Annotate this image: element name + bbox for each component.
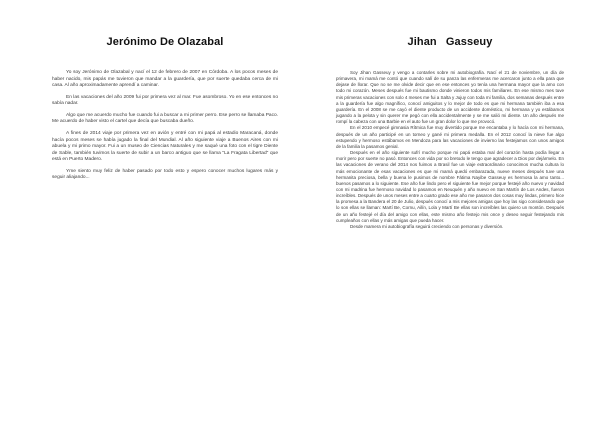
left-paragraph: A fines de 2014 viaje por primera vez en avión y entré con mi papá al estadio Maracaná, donde hacía pocos meses se había jugado la final del Mundial. Al año siguiente viaje a Buenos Aires con mi abuela y mi primo mayor. Fui a un museo de Ciencias Naturales y me saqué una foto con el tigre Diente de Sable, también tuvimos la suerte de subir a un barco antiguo que se llama "La Fragata Libertad" que está en Puerto Madero. (52, 131, 278, 163)
left-paragraph: Algo que me acuerdo mucho fue cuando fui a buscar a mi primer perro. Ese perro se llamaba Paco. Me acuerdo de haber visto el cartel que decía que buscaba dueño. (52, 112, 278, 125)
right-paragraph: Soy Jihan Gasseuy y vengo a contarles sobre mi autobiografía. Nací el 21 de noviembre, un día de primavera, mi mamá me contó que cuando salí de su panza las enfermeras me acercaron junto a ella para que dejase de llorar. Que no se me olvide decir que en ese entonces yo tenía una hermana mayor que la amo con todo mi corazón. Meses después fue mi bautismo donde vinieron todos mis familiares. En ese mismo mes tuve mis primeras vacaciones con solo 4 meses me fui a Salta y Jujuy con toda mi familia, dos semanas después entre a la guardería fue algo magnífico, conocí amiguitos y lo mejor de todo es que mi hermana también iba a esa guardería. En el 2008 se me cayó el diente producto de un accidente doméstico, mi hermana y yo estábamos jugando a la pelota y sin querer me pegó con ella accidentalmente y se me salió mi diente. Un año después me rompí la cabeza con una Barbie en el auto fue un gran dolor lo que me provocó. (336, 70, 564, 125)
left-paragraph: En las vacaciones del año 2009 fui por primera vez al mar. Fue asombroso. Yo en ese entonces no sabía nadar. (52, 94, 278, 107)
left-page-title: Jerónimo De Olazabal (106, 36, 224, 48)
right-page (300, 0, 600, 424)
right-paragraph: Desde mamera mi autobiografía seguirá creciendo con personas y diversión. (350, 223, 504, 229)
right-page-title: Jihan Gasseuy (407, 36, 493, 48)
left-paragraph: Yo soy Jerónimo de Olazabal y nací el 12 de febrero de 2007 en Córdoba. A los pocos meses de haber nacido, mis papás me tuvieron que mandar a la guardería, que por suerte quedaba cerca de mi casa. Al año aproximadamente aprendí a caminar. (52, 70, 278, 88)
right-paragraph: Después en el año siguiente sufrí mucho porque mi papá estaba mal del corazón hasta podía llegar a morir pero por suerte no pasó. Entonces con vida por so bretodo le tengo que agradecer a Dios por dejármelo. En las vacaciones de verano del 2014 nos fuimos a Brasil fue un viaje extraordinario conocimos mucha cultura lo más emocionante de esas vacaciones es que mi mamá quedó embarazada, nueve meses después tuve una hermanita preciosa, bella y buena le pusimos de nombre Fátima Nayibe Gasseuy es hermosa la amo tanto... buenos pasamos a lo siguiente. Ese año fue lindo pero el siguiente fue mejor porque festejé año nuevo y navidad con mi madrina fue hermoso navidad lo pasamos en Neuquén y año nuevo en San Martín de Los Andes, fueron increíbles. Después de unos meses entre a cuarto grado ese año me pasaron dos cosas muy lindas, primero hice la promesa a la Bandera el 20 de Julio, después conocí a mis mejores amigas que hoy las sigo considerando que lo son ellas se llaman: Martí Be, Cornu, Ailín, Lola y Martí Be ellas son increíbles las quiero un montón. Después de un año festejé el día del amigo con ellas, este mismo año festejo mis once y deseo seguir festejando mis cumpleaños con ellas y más amigas que pueda hacer. (336, 150, 564, 223)
left-paragraph: Yme siento muy feliz de haber pasado por todo esto y espero conocer muchos lugares más y seguir aliajando... (52, 168, 278, 181)
right-paragraph: En el 2010 empecé gimnasia Rítmica fue muy divertido porque me encantaba y lo hacía con mi hermana, después de un año participé en un torneo y gané mi primera medalla. En el 2012 conocí la nieve fue algo estupendo y hermoso estábamos en Mendoza para las vacaciones de invierno las festejamos con unos amigos de la familia la pasamos genial. (336, 125, 564, 149)
